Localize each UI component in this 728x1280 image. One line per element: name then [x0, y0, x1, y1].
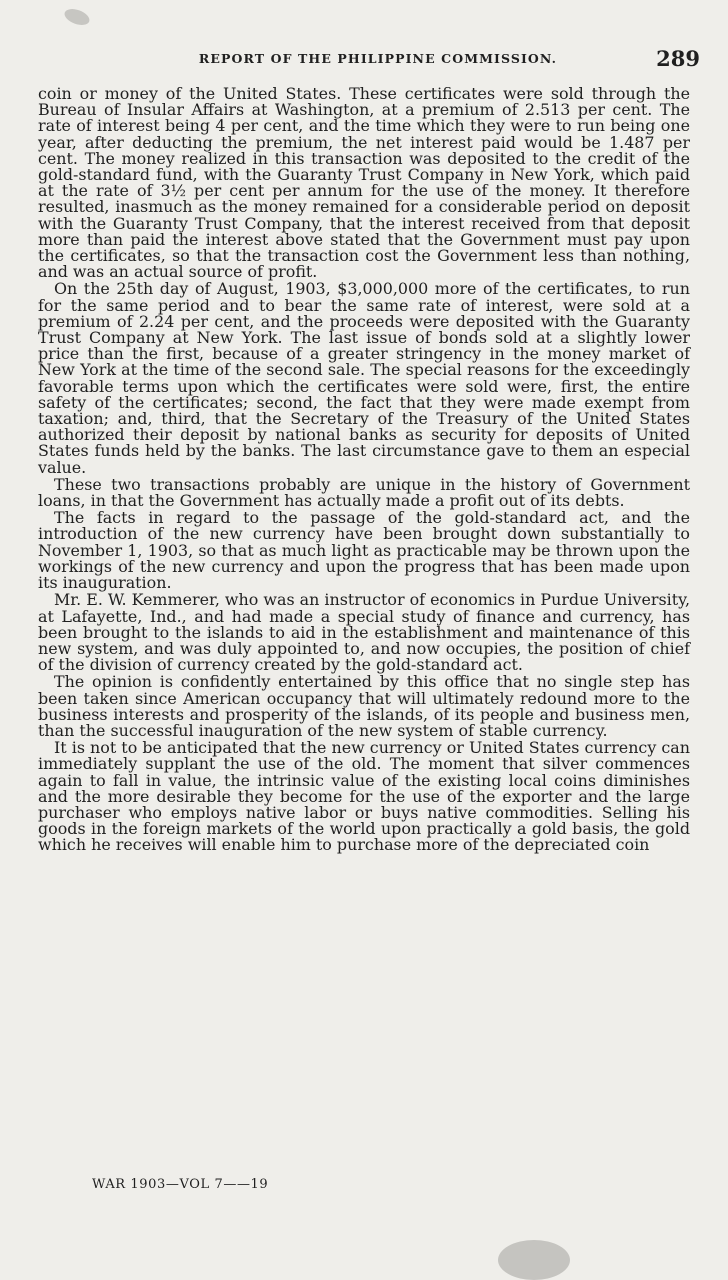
paragraph-continuation: coin or money of the United States. These certificates were sold through the Bureau of Insular Affairs at Washington, at a premium of 2.513 per cent. The rate of interest being 4 per cent, and the time which they were to run being one year, after deducting the premium, the net interest paid would be 1.487 per cent. The money realized in this transaction was deposited to the credit of the gold-standard fund, with the Guaranty Trust Company in New York, which paid at the rate of 3½ per cent per annum for the use of the money. It therefore resulted, inasmuch as the money remained for a considerable period on deposit with the Guaranty Trust Company, that the interest received from that deposit more than paid the interest above stated that the Government must pay upon the certificates, so that the transaction cost the Government less than nothing, and was an actual source of profit.	[38, 84, 690, 282]
binding-mark	[498, 1240, 570, 1280]
paragraph-gold-standard-act: The facts in regard to the passage of the gold-standard act, and the introduction of the new currency have been brought down substantially to November 1, 1903, so that as much light as practicable may be thrown upon the workings of the new currency and upon the progress that has been made upon its inauguration.	[38, 508, 690, 593]
page-number: 289	[656, 46, 700, 71]
running-head: REPORT OF THE PHILIPPINE COMMISSION.	[198, 51, 558, 66]
paragraph-second-issue: On the 25th day of August, 1903, $3,000,000 more of the certificates, to run for the same period and to bear the same rate of interest, were sold at a premium of 2.24 per cent, and the proceeds were deposited with the Guaranty Trust Company at New York. The last issue of bonds sold at a slightly lower price than the first, because of a greater stringency in the money market of New York at the time of the second sale. The special reasons for the exceedingly favorable terms upon which the certificates were sold were, first, the entire safety of the certificates; second, the fact that they were made exempt from taxation; and, third, that the Secretary of the Treasury of the United States authorized their deposit by national banks as security for deposits of United States funds held by the banks. The last circumstance gave to them an especial value.	[38, 279, 690, 477]
page-header	[56, 46, 700, 70]
signature-mark: WAR 1903—VOL 7——19	[92, 1177, 269, 1192]
paragraph-opinion: The opinion is confidently entertained by this office that no single step has been taken since American occupancy that will ultimately redound more to the business interests and prosperity of the islands, of its people and business men, than the successful inauguration of the new system of stable currency.	[38, 672, 690, 740]
paragraph-kemmerer: Mr. E. W. Kemmerer, who was an instructor of economics in Purdue University, at Lafayette, Ind., and had made a special study of finance and currency, has been brought to the islands to aid in the establishment and maintenance of this new system, and was duly appointed to, and now occupies, the position of chief of the division of currency created by the gold-standard act.	[38, 590, 691, 675]
paragraph-unique-loans: These two transactions probably are unique in the history of Government loans, in that the Government has actually made a profit out of its debts.	[38, 474, 690, 511]
report-body	[38, 86, 690, 854]
ink-smudge	[62, 6, 91, 28]
paragraph-currency-supplant: It is not to be anticipated that the new currency or United States currency can immediately supplant the use of the old. The moment that silver commences again to fall in value, the intrinsic value of the existing local coins diminishes and the more desirable they become for the use of the exporter and the large purchaser who employs native labor or buys native commodities. Selling his goods in the foreign markets of the world upon practically a gold basis, the gold which he receives will enable him to purchase more of the depreciated coin	[38, 738, 690, 855]
